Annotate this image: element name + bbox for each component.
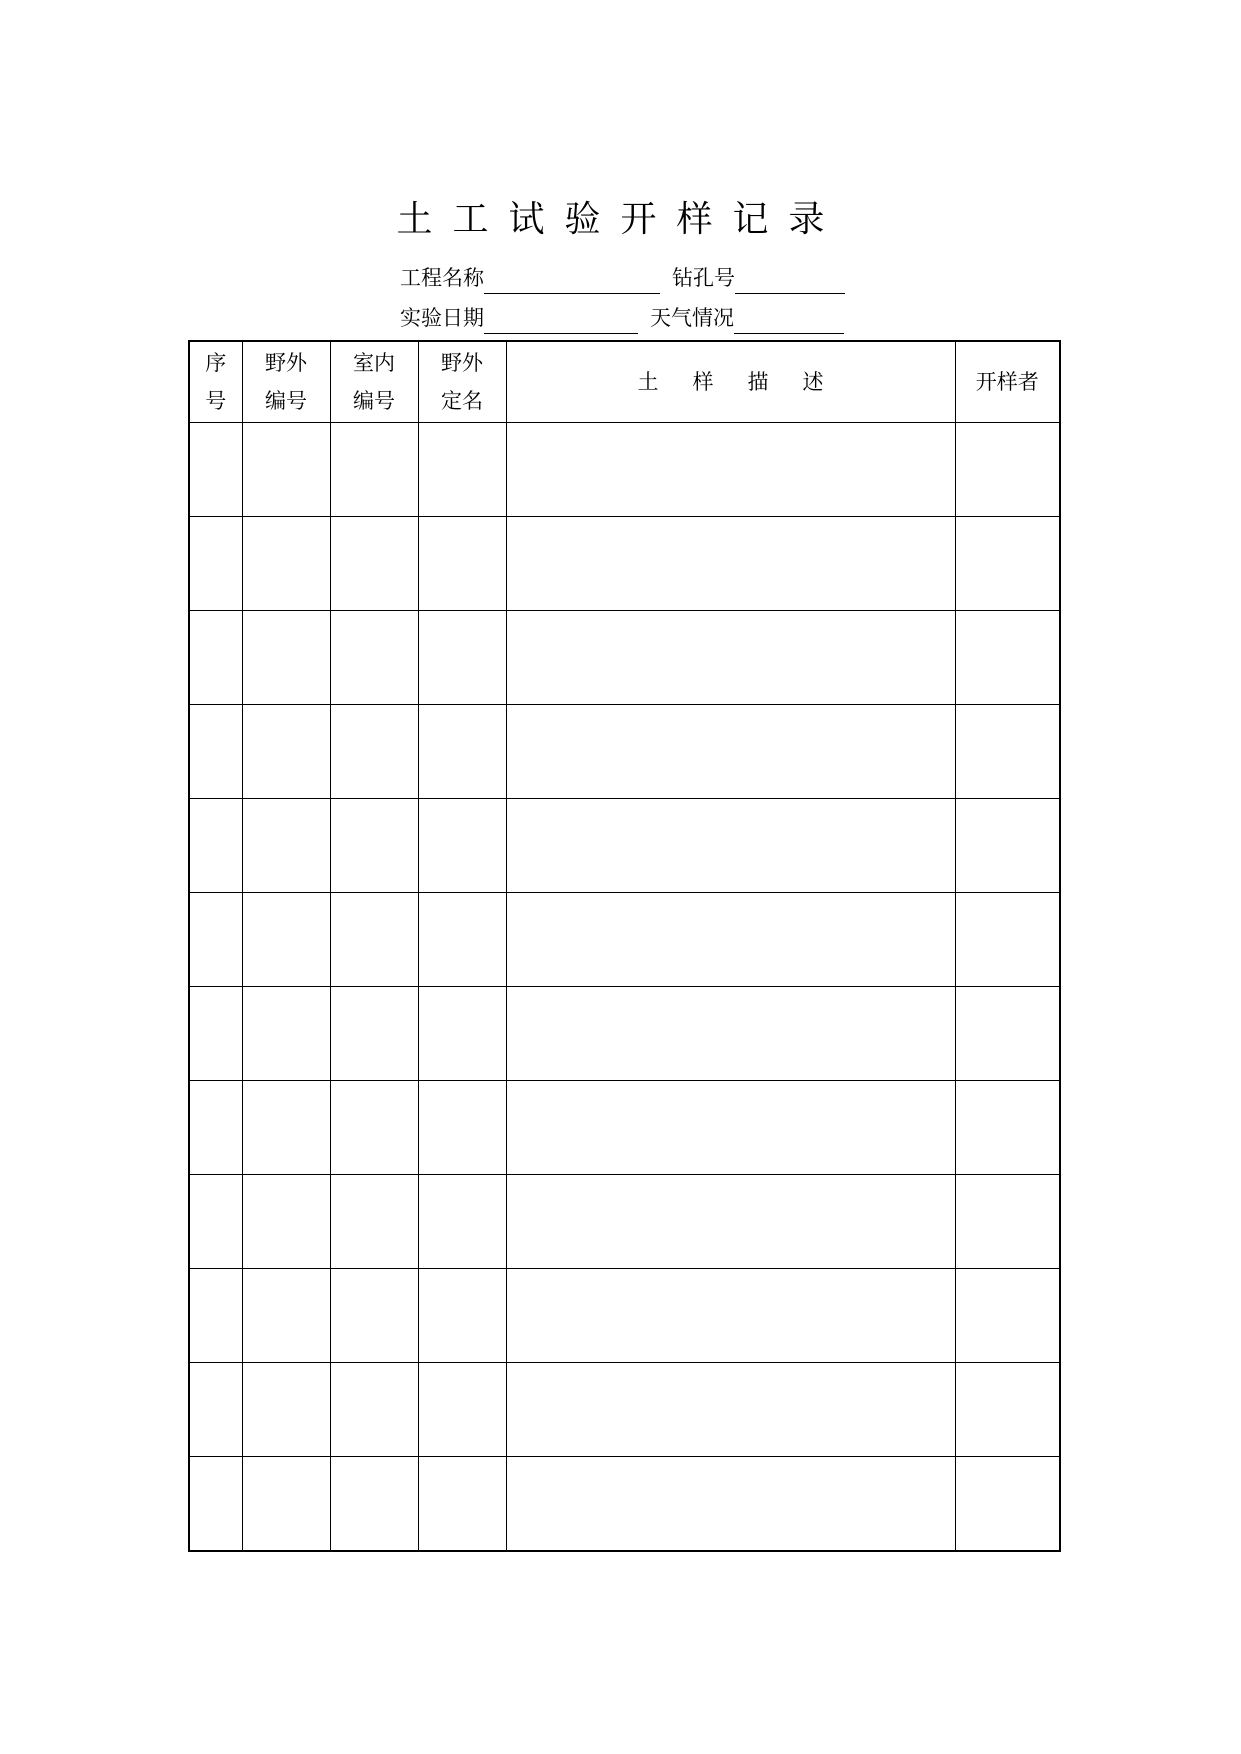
table-row: [189, 1175, 1060, 1269]
cell-seq[interactable]: [189, 423, 242, 517]
cell-opener[interactable]: [955, 893, 1060, 987]
weather-field[interactable]: [734, 307, 844, 334]
cell-field-no[interactable]: [242, 611, 330, 705]
borehole-label: 钻孔号: [672, 266, 735, 290]
table-row: [189, 987, 1060, 1081]
table-row: [189, 423, 1060, 517]
cell-field-no[interactable]: [242, 705, 330, 799]
cell-opener[interactable]: [955, 705, 1060, 799]
cell-lab-no[interactable]: [330, 705, 418, 799]
header-lab-no: 室内 编号: [330, 341, 418, 423]
header-field-no: 野外 编号: [242, 341, 330, 423]
cell-seq[interactable]: [189, 1363, 242, 1457]
cell-seq[interactable]: [189, 705, 242, 799]
cell-field-name[interactable]: [418, 799, 506, 893]
record-table: [188, 340, 1061, 1552]
cell-field-no[interactable]: [242, 1175, 330, 1269]
cell-description[interactable]: [506, 517, 955, 611]
cell-field-name[interactable]: [418, 705, 506, 799]
cell-seq[interactable]: [189, 1269, 242, 1363]
cell-lab-no[interactable]: [330, 1081, 418, 1175]
table-row: [189, 517, 1060, 611]
cell-description[interactable]: [506, 1081, 955, 1175]
cell-opener[interactable]: [955, 423, 1060, 517]
cell-opener[interactable]: [955, 1175, 1060, 1269]
cell-description[interactable]: [506, 611, 955, 705]
cell-field-name[interactable]: [418, 893, 506, 987]
cell-description[interactable]: [506, 1175, 955, 1269]
cell-field-no[interactable]: [242, 1081, 330, 1175]
cell-field-name[interactable]: [418, 1269, 506, 1363]
cell-description[interactable]: [506, 1457, 955, 1552]
cell-lab-no[interactable]: [330, 893, 418, 987]
header-seq: 序 号: [189, 341, 242, 423]
cell-seq[interactable]: [189, 611, 242, 705]
cell-opener[interactable]: [955, 1081, 1060, 1175]
table-row: [189, 611, 1060, 705]
table-row: [189, 1081, 1060, 1175]
table-row: [189, 705, 1060, 799]
cell-seq[interactable]: [189, 1457, 242, 1552]
cell-field-name[interactable]: [418, 1363, 506, 1457]
cell-description[interactable]: [506, 987, 955, 1081]
cell-lab-no[interactable]: [330, 1269, 418, 1363]
cell-field-no[interactable]: [242, 423, 330, 517]
cell-opener[interactable]: [955, 1363, 1060, 1457]
cell-lab-no[interactable]: [330, 799, 418, 893]
cell-field-name[interactable]: [418, 611, 506, 705]
cell-opener[interactable]: [955, 1269, 1060, 1363]
weather-label: 天气情况: [650, 306, 734, 330]
page-title: 土工试验开样记录: [396, 199, 845, 240]
cell-seq[interactable]: [189, 517, 242, 611]
cell-opener[interactable]: [955, 611, 1060, 705]
cell-field-no[interactable]: [242, 1269, 330, 1363]
cell-opener[interactable]: [955, 987, 1060, 1081]
cell-field-no[interactable]: [242, 517, 330, 611]
cell-description[interactable]: [506, 893, 955, 987]
cell-opener[interactable]: [955, 517, 1060, 611]
cell-description[interactable]: [506, 1363, 955, 1457]
cell-field-no[interactable]: [242, 893, 330, 987]
project-name-field[interactable]: [484, 267, 660, 294]
table-row: [189, 799, 1060, 893]
project-name-label: 工程名称: [400, 266, 484, 290]
cell-field-name[interactable]: [418, 517, 506, 611]
cell-lab-no[interactable]: [330, 987, 418, 1081]
cell-description[interactable]: [506, 705, 955, 799]
cell-seq[interactable]: [189, 1175, 242, 1269]
cell-opener[interactable]: [955, 1457, 1060, 1552]
cell-opener[interactable]: [955, 799, 1060, 893]
borehole-field[interactable]: [735, 267, 845, 294]
cell-description[interactable]: [506, 1269, 955, 1363]
table-header-row: [189, 341, 1060, 423]
cell-seq[interactable]: [189, 893, 242, 987]
cell-seq[interactable]: [189, 799, 242, 893]
header-description: 土样描述: [506, 341, 955, 423]
header-field-name: 野外 定名: [418, 341, 506, 423]
cell-field-name[interactable]: [418, 1081, 506, 1175]
cell-field-name[interactable]: [418, 423, 506, 517]
cell-lab-no[interactable]: [330, 1175, 418, 1269]
table-row: [189, 1363, 1060, 1457]
cell-field-name[interactable]: [418, 987, 506, 1081]
header-opener: 开样者: [955, 341, 1060, 423]
cell-field-name[interactable]: [418, 1457, 506, 1552]
test-date-label: 实验日期: [400, 306, 484, 330]
meta-row-project: [400, 262, 845, 294]
cell-field-no[interactable]: [242, 1457, 330, 1552]
meta-row-date: [400, 302, 844, 334]
cell-field-no[interactable]: [242, 1363, 330, 1457]
cell-field-no[interactable]: [242, 987, 330, 1081]
cell-lab-no[interactable]: [330, 1363, 418, 1457]
cell-seq[interactable]: [189, 1081, 242, 1175]
cell-lab-no[interactable]: [330, 517, 418, 611]
cell-field-name[interactable]: [418, 1175, 506, 1269]
cell-description[interactable]: [506, 423, 955, 517]
table-row: [189, 893, 1060, 987]
table-row: [189, 1269, 1060, 1363]
test-date-field[interactable]: [484, 307, 638, 334]
cell-lab-no[interactable]: [330, 1457, 418, 1552]
cell-field-no[interactable]: [242, 799, 330, 893]
table-row: [189, 1457, 1060, 1552]
cell-lab-no[interactable]: [330, 423, 418, 517]
cell-description[interactable]: [506, 799, 955, 893]
cell-lab-no[interactable]: [330, 611, 418, 705]
cell-seq[interactable]: [189, 987, 242, 1081]
